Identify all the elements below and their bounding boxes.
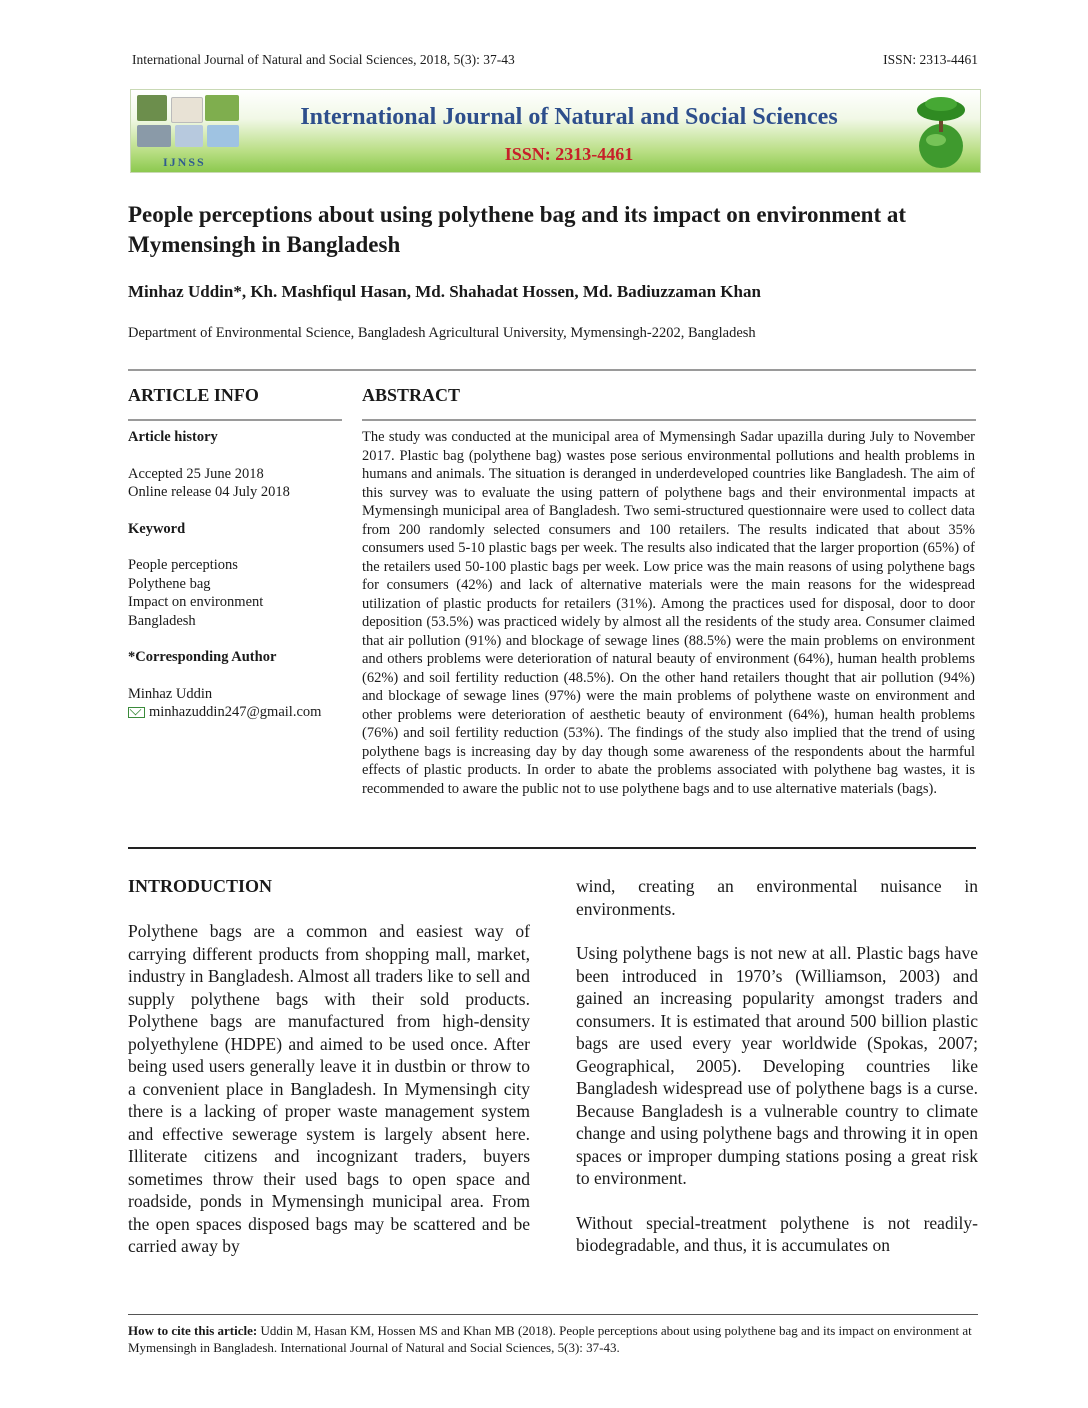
right-text-column xyxy=(576,875,978,1279)
journal-title: International Journal of Natural and Social Sciences xyxy=(300,104,838,130)
corresponding-author-label: *Corresponding Author xyxy=(128,649,277,665)
author-list: Minhaz Uddin*, Kh. Mashfiqul Hasan, Md. Shahadat Hossen, Md. Badiuzzaman Khan xyxy=(128,282,761,301)
abstract-text: The study was conducted at the municipal area of Mymensingh Sadar upazilla during July to November 2017. Plastic bag (polythene bag) wastes pose serious environmental pollutions and health problems in humans and animals. The situation is deranged in underdeveloped countries like Bangladesh. The aim of this survey was to evaluate the using pattern of polythene bags and their environmental impacts at Mymensingh municipal area of Bangladesh. Two semi-structured questionnaire were used to collect data from 200 randomly selected consumers and 100 retailers. The results indicated that about 35% consumers used 5-10 plastic bags per week. The results also indicated that the larger proportion (65%) of the retailers used 50-100 plastic bags per week. Low price was the main reasons of using polythene bags for consumers (42%) and lack of alternative materials were the main reasons for the widespread utilization of plastic products for retailers (31%). Among the practices used for disposal, door to door deposition (53.5%) was practiced widely by almost all the residents of the study area. Consumer claimed that air pollution (91%) and blockage of sewage lines (88.5%) were the main problems on environment and others problems were deterioration of natural beauty of environment (64%), human health problems (62%) and soil fertility reduction (48.5%). On the other hand retailers thought that air pollution (94%) and blockage of sewage lines (97%) were the main problems of polythene waste on environment and other problems were deterioration of aesthetic beauty of environment (64%), human health problems (76%) and soil fertility reduction (53%). The findings of the study also implied that the trend of using polythene bags is increasing day by day though some awareness of the respondents about the harmful effects of plastic products. In order to abate the problems associated with polythene bag wastes, it is recommended to aware the public not to use polythene bags and to use alternative materials (bags). xyxy=(362,429,975,797)
journal-issn: ISSN: 2313-4461 xyxy=(504,144,634,164)
keyword-item: Bangladesh xyxy=(128,612,196,629)
introduction-heading: INTRODUCTION xyxy=(128,876,273,896)
affiliation: Department of Environmental Science, Bangladesh Agricultural University, Mymensingh-2202, Bangladesh xyxy=(128,325,756,341)
article-info-panel xyxy=(128,428,344,722)
corresponding-author-name: Minhaz Uddin xyxy=(128,685,213,702)
keyword-label: Keyword xyxy=(128,520,186,537)
cite-text: Uddin M, Hasan KM, Hossen MS and Khan MB (2018). People perceptions about using polythene bag and its impact on environment at Mymensingh in Bangladesh. International Journal of Natural and Social Sciences, 5(3): 37-43. xyxy=(128,1323,972,1355)
article-history-label: Article history xyxy=(128,429,218,445)
header-divider xyxy=(128,369,976,371)
keyword-item: Impact on environment xyxy=(128,594,264,610)
journal-citation-line: International Journal of Natural and Social Sciences, 2018, 5(3): 37-43 xyxy=(132,52,515,67)
article-info-divider xyxy=(128,419,342,421)
issn-line: ISSN: 2313-4461 xyxy=(883,52,978,67)
left-text-column xyxy=(128,920,530,1280)
email-row xyxy=(128,703,344,722)
article-info-heading: ARTICLE INFO xyxy=(128,385,259,405)
journal-logo-label: IJNSS xyxy=(163,155,206,169)
accepted-date: Accepted 25 June 2018 xyxy=(128,465,264,482)
intro-paragraph: Without special-treatment polythene is not readily-biodegradable, and thus, it is accumulates on xyxy=(576,1212,978,1255)
abstract-divider xyxy=(362,419,976,421)
how-to-cite xyxy=(128,1323,978,1356)
abstract-heading: ABSTRACT xyxy=(362,385,461,405)
envelope-icon xyxy=(128,707,145,718)
cite-label: How to cite this article: xyxy=(128,1323,258,1338)
keyword-item: People perceptions xyxy=(128,557,238,573)
journal-logo-collage xyxy=(135,93,243,169)
intro-paragraph: Polythene bags are a common and easiest way of carrying different products from shopping mall, market, industry in Bangladesh. Almost all traders like to sell and supply polythene bags with their sold products. Polythene bags are manufactured from high-density polyethylene (HDPE) and aimed to be used once. After being used users generally leave it in dustbin or throw to a convenient place in Bangladesh. In Mymensingh city there is a lacking of proper waste management system and effective sewerage system is largely absent here. Illiterate citizens and incognizant traders, buyers sometimes throw their used bags to open space and roadside, ponds in Mymensingh municipal area. From the open spaces disposed bags may be scattered and be carried away by xyxy=(128,921,530,1256)
abstract-end-divider xyxy=(128,847,976,849)
footer-divider xyxy=(128,1314,978,1315)
online-release-date: Online release 04 July 2018 xyxy=(128,484,290,500)
running-head xyxy=(132,52,978,68)
article-title: People perceptions about using polythene bag and its impact on environment at Mymensingh in Bangladesh xyxy=(128,202,907,257)
intro-paragraph: Using polythene bags is not new at all. Plastic bags have been introduced in 1970’s (Williamson, 2003) and gained an increasing popularity amongst traders and consumers. It is estimated that around 500 billion plastic bags are used every year worldwide (Spokas, 2007; Geographical, 2005). Developing countries like Bangladesh widespread use of polythene bags is a curse. Because Bangladesh is a vulnerable country to climate change and using polythene bags and throwing it in open spaces or improper dumping stations posing a great risk to environment. xyxy=(576,943,978,1188)
globe-tree-icon xyxy=(906,94,976,170)
journal-banner xyxy=(130,89,981,173)
keyword-item: Polythene bag xyxy=(128,575,211,592)
intro-paragraph: wind, creating an environmental nuisance in environments. xyxy=(576,876,978,919)
author-email[interactable]: minhazuddin247@gmail.com xyxy=(149,704,322,720)
